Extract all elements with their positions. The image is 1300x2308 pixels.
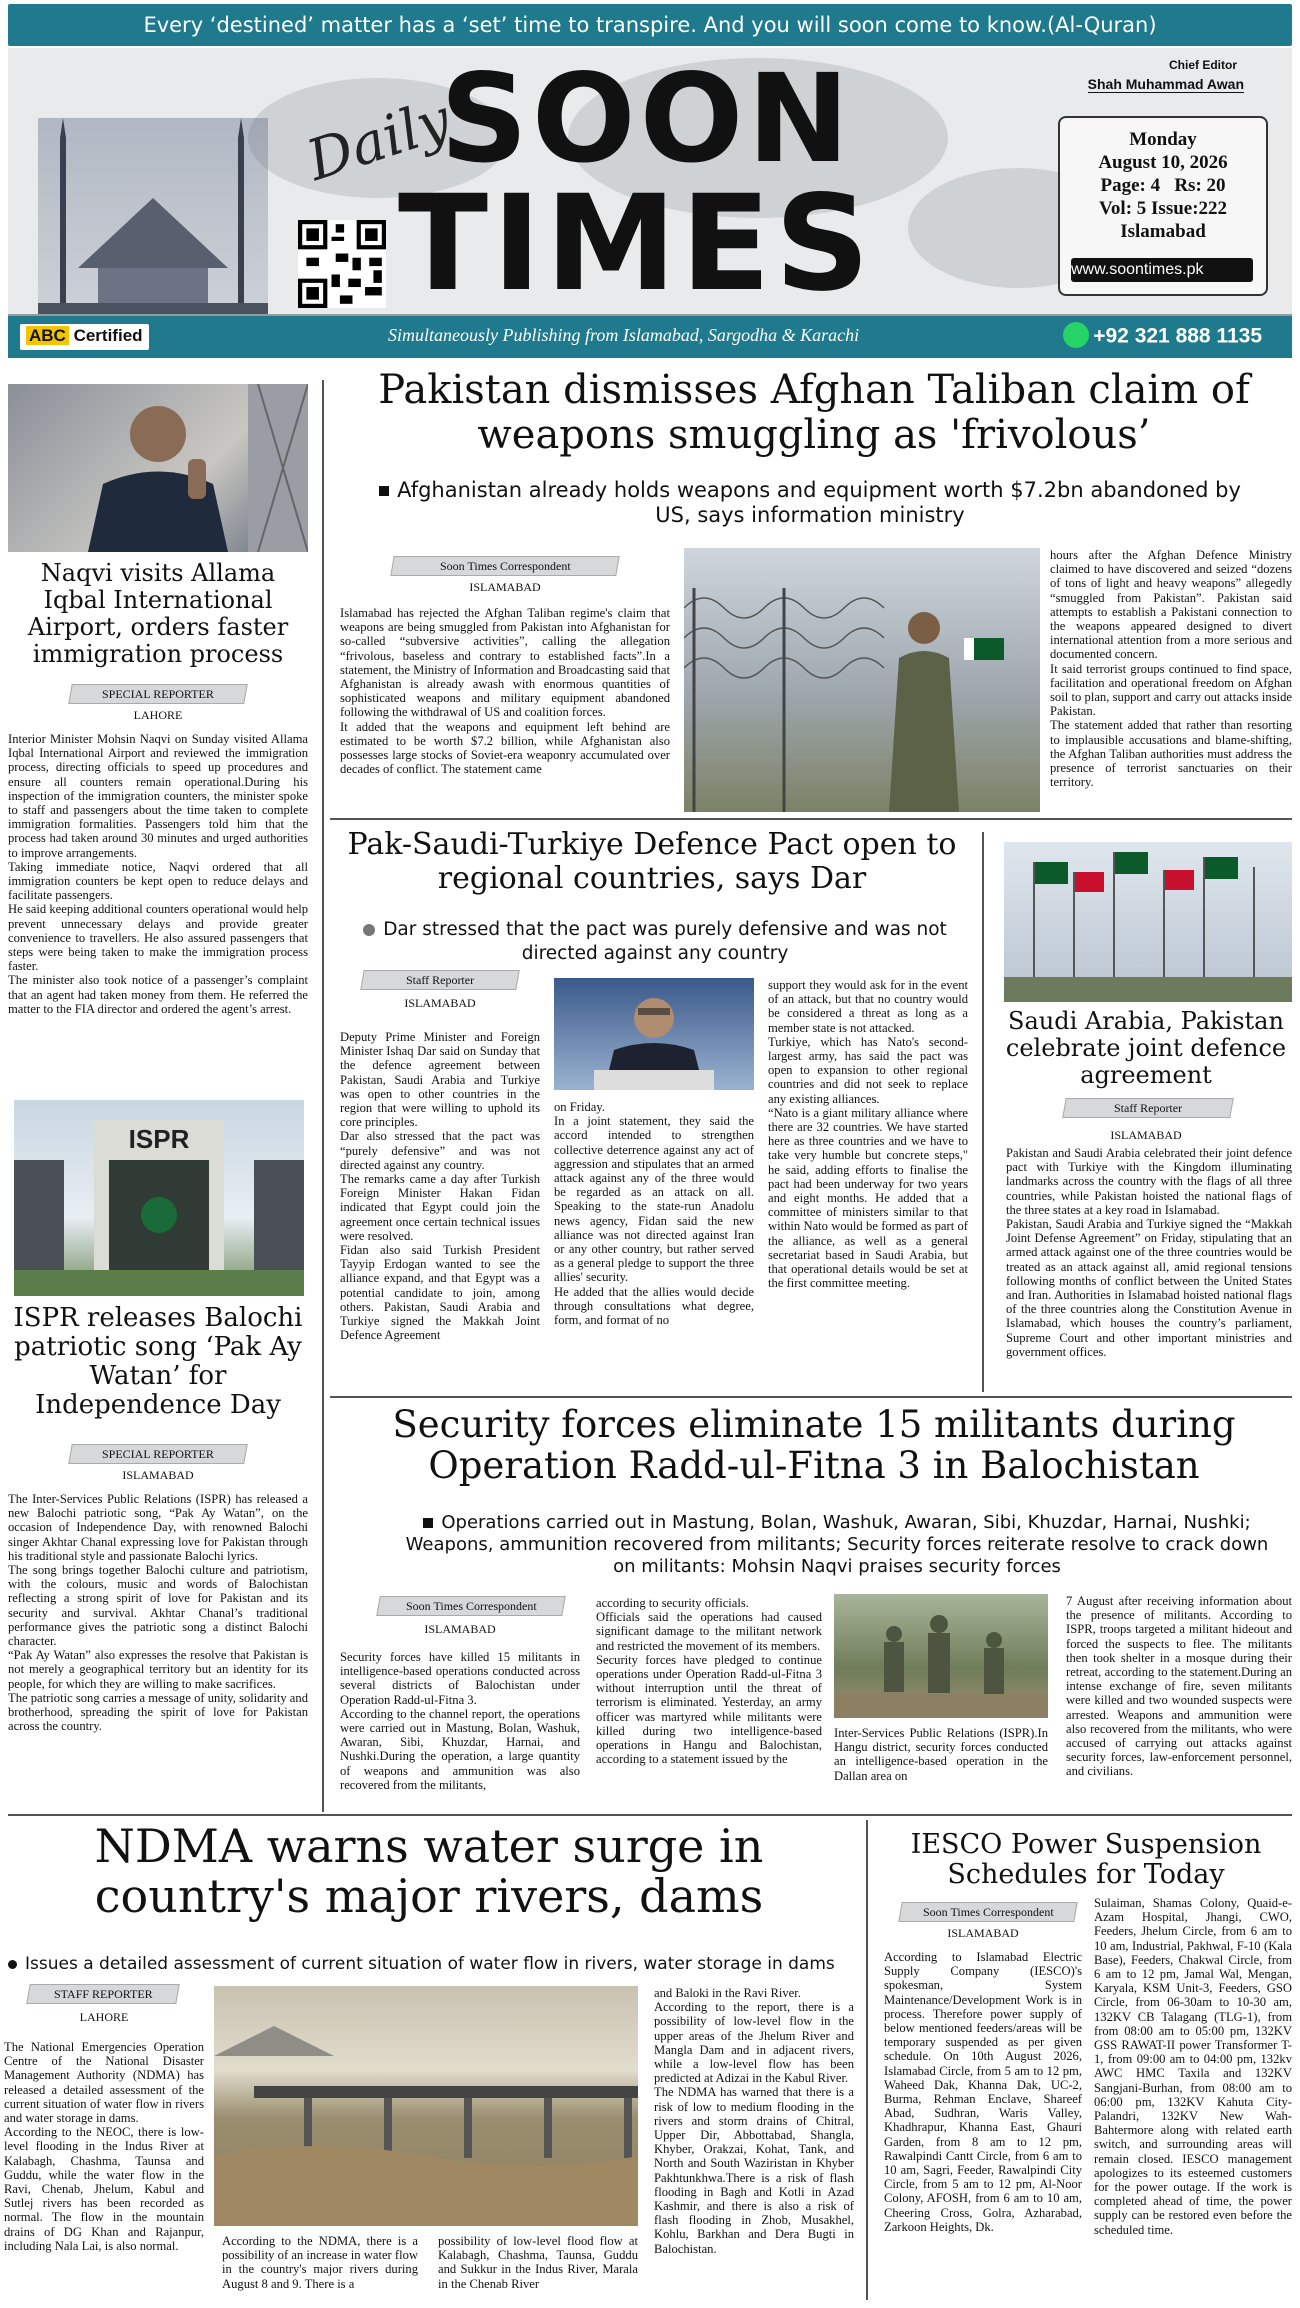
dar-photo (554, 978, 754, 1090)
paragraph: According to the channel report, the operations were carried out in Mastung, Bolan, Washuk, Awaran, Sibi, Khuzdar, Harnai, and Nushki.During the operation, a large quantity of weapons and ammunition was also recovered from the militants, (340, 1706, 580, 1792)
paragraph: The patriotic song carries a message of unity, solidarity and brotherhood, spreading the spirit of love for Pakistan across the country. (8, 1690, 308, 1734)
ispr-location: ISLAMABAD (122, 1468, 194, 1482)
paragraph: “Pak Ay Watan” also expresses the resolve that Pakistan is not merely a geographical territory but an identity for its people, for which they are willing to make sacrifices. (8, 1648, 308, 1691)
iesco-body-col1 (884, 1950, 1082, 2234)
security-body-col2 (596, 1596, 822, 1766)
paragraph: Turkiye, which has Nato's second-largest army, has said the pact was open to expansion to other regional countries and did not seek to replace any existing alliances. (768, 1034, 968, 1106)
paragraph: The Inter-Services Public Relations (ISPR) has released a new Balochi patriotic song, “Pak Ay Watan”, on the occasion of Independence Day, with renowned Balochi singer Akhtar Chanal expressing love for Pakistan through his traditional style and passionate Balochi lyrics. (8, 1492, 308, 1563)
paragraph: It added that the weapons and equipment left behind are estimated to be worth $7.2 billion, while Afghanistan also possesses large stocks of Soviet-era weaponry accumulated over decades of conflict. The statement came (340, 719, 670, 777)
faisal-mosque-icon (38, 118, 268, 316)
bullet-icon (423, 1518, 433, 1528)
pact-subhead: Dar stressed that the pact was purely defensive and was not directed against any country (360, 918, 950, 966)
abc-certified-badge (20, 324, 149, 350)
paragraph: on Friday. (554, 1100, 605, 1114)
issue-city: Islamabad (1120, 221, 1206, 242)
soldier-icon (684, 548, 1040, 812)
paragraph: according to security officials. (596, 1596, 749, 1610)
naqvi-body (8, 732, 308, 1016)
paragraph: Deputy Prime Minister and Foreign Minister Ishaq Dar said on Sunday that the defence agreement between Pakistan, Saudi Arabia and Turkiye was open to other countries in the region that were willing to uphold its core principles. (340, 1030, 540, 1130)
ndma-body-col4 (654, 1986, 854, 2256)
paragraph: Interior Minister Mohsin Naqvi on Sunday visited Allama Iqbal International Airport and reviewed the immigration process, directing officials to speed up procedures and ensure all counters remain operational.During his inspection of the immigration counters, the minister spoke to staff and passengers about the time taken to complete immigration formalities. Passengers told him that the process had taken around 30 minutes and urged authorities to improve arrangements. (8, 732, 308, 860)
ispr-headline: ISPR releases Balochi patriotic song ‘Pak Ay Watan’ for Independence Day (13, 1303, 303, 1421)
paragraph: and Baloki in the Ravi River. (654, 1986, 801, 2000)
chief-editor-name: Shah Muhammad Awan (1087, 76, 1244, 92)
chief-editor-label: Chief Editor (1169, 58, 1237, 72)
logo-soon: SOON (440, 48, 854, 190)
paragraph: possibility of low-level flood flow at Kalabagh, Chashma, Taunsa, Guddu and Sukkur in the Indus River, Marala in the Chenab River (438, 2234, 638, 2291)
section-divider (8, 1814, 1292, 1816)
publishing-cities: Simultaneously Publishing from Islamabad, Sargodha & Karachi (388, 325, 860, 345)
flags-icon (1004, 842, 1292, 1002)
paragraph: “Nato is a giant military alliance where there are 32 countries. We have started here as three countries and we have to take very humble but concrete steps," he said, adding efforts to finalise the pact had been underway for two years and eight months. He added that a committee of ministers similar to that within Nato would be formed as part of the alliance, as well as a general secretariat based in Saudi Arabia, but that operational details would be set at the first committee meeting. (768, 1105, 968, 1291)
lead-subhead: Afghanistan already holds weapons and equipment worth $7.2bn abandoned by US, says information ministry (360, 478, 1260, 528)
lead-body-col1 (340, 606, 670, 776)
pact-body-col1 (340, 1030, 540, 1342)
paragraph: The National Emergencies Operation Centre of the National Disaster Management Authority (NDMA) has released a detailed assessment of the current situation of water flow in rivers and water storage in dams. (4, 2040, 204, 2126)
paragraph: He said keeping additional counters operational would help prevent unnecessary delays and provide greater convenience to travellers. He also assured passengers that steps were being taken to make the immigration process faster. (8, 902, 308, 974)
pact-body-col2 (554, 1100, 754, 1327)
security-subhead: Operations carried out in Mastung, Bolan, Washuk, Awaran, Sibi, Khuzdar, Harnai, Nushki; Weapons, ammunition recovered from militants; Security forces reiterate resolve to crack down on militants: Mohsin Naqvi praises security forces (405, 1512, 1269, 1577)
lead-headline: Pakistan dismisses Afghan Taliban claim of weapons smuggling as 'frivolous’ (378, 367, 1250, 458)
whatsapp-icon (1063, 322, 1089, 348)
contact-phone[interactable] (1063, 324, 1262, 350)
saudi-body (1006, 1146, 1292, 1359)
column-divider (982, 832, 984, 1392)
logo-daily: Daily (299, 87, 459, 194)
lead-location: ISLAMABAD (469, 580, 541, 594)
paragraph: According to the NDMA, there is a possibility of an increase in water flow in the country's major rivers during August 8 and 9. There is a (222, 2234, 418, 2291)
pact-headline: Pak-Saudi-Turkiye Defence Pact open to regional countries, says Dar (347, 827, 957, 896)
saudi-byline: Staff Reporter (1062, 1098, 1234, 1118)
naqvi-headline: Naqvi visits Allama Iqbal International Airport, orders faster immigration process (27, 559, 289, 668)
border-fence-soldier-photo (684, 548, 1040, 812)
soldiers-icon (834, 1594, 1048, 1718)
issue-vol: Vol: 5 Issue:222 (1098, 198, 1228, 219)
ndma-body-col3 (438, 2234, 638, 2291)
ispr-building-photo (14, 1100, 304, 1296)
lead-byline: Soon Times Correspondent (390, 556, 620, 576)
paragraph: Inter-Services Public Relations (ISPR).In Hangu district, security forces conducted an intelligence-based operation in the Dallan area on (834, 1726, 1048, 1783)
paragraph: According to the report, there is a possibility of low-level flow in the upper areas of the Jhelum River and Mangla Dam and in adjacent rivers, while a low-level flow has been predicted at Adizai in the Kabul River. (654, 2000, 854, 2086)
issue-day: Monday (1129, 129, 1197, 150)
bullet-icon (8, 1960, 17, 1969)
ndma-body-col1 (4, 2040, 204, 2253)
qr-code-icon (298, 220, 386, 308)
security-body-col3 (834, 1726, 1048, 1783)
person-icon (554, 978, 754, 1090)
paragraph: support they would ask for in the event of an attack, but that no country would be considered a threat as long as a member state is not attacked. (768, 978, 968, 1035)
lead-body-col2 (1050, 548, 1292, 789)
paragraph: Dar also stressed that the pact was “purely defensive” and was not directed against any country. (340, 1129, 540, 1172)
abc-label: ABC (26, 326, 69, 345)
paragraph: The statement added that rather than resorting to implausible accusations and blame-shifting, the Afghan Taliban authorities must address the presence of terrorist sanctuaries on their territory. (1050, 718, 1292, 790)
column-divider (322, 380, 324, 1812)
paragraph: The remarks came a day after Turkish Foreign Minister Hakan Fidan indicated that Egypt could join the agreement once certain technical issues were resolved. (340, 1172, 540, 1243)
pact-body-col3 (768, 978, 968, 1290)
pact-location: ISLAMABAD (404, 996, 476, 1010)
paragraph: He added that the allies would decide through consultations what degree, form, and format of no (554, 1284, 754, 1328)
paragraph: The song brings together Balochi culture and patriotism, with the colours, music and words of Balochistan reflecting a strong spirit of love for Pakistan and its security and survival. Akhtar Chanal’s traditional performance gives the patriotic song a distinct Balochi character. (8, 1563, 308, 1649)
security-body-col4 (1066, 1594, 1292, 1779)
iesco-headline: IESCO Power Suspension Schedules for Today (910, 1829, 1262, 1891)
iesco-location: ISLAMABAD (947, 1926, 1019, 1940)
security-body-col1 (340, 1650, 580, 1792)
ndma-byline: STAFF REPORTER (26, 1984, 180, 2004)
certified-label: Certified (73, 326, 143, 345)
bridge-icon (214, 1986, 638, 2226)
paragraph: 7 August after receiving information about the presence of militants. According to ISPR, troops targeted a militant hideout and forced the suspects to flee. The militants then took shelter in a mosque during their retreat, according to the statement.During an intense exchange of fire, seven militants were killed and two wounded suspects were arrested. Weapons and ammunition were also recovered from the militants, who were accused of carrying out attacks against security forces, law-enforcement personnel, and civilians. (1066, 1594, 1292, 1779)
security-headline: Security forces eliminate 15 militants during Operation Radd-ul-Fitna 3 in Balochistan (392, 1403, 1236, 1488)
section-divider (330, 1396, 1292, 1398)
phone-number: +92 321 888 1135 (1093, 324, 1262, 348)
river-bridge-photo (214, 1986, 638, 2226)
ndma-headline: NDMA warns water surge in country's major rivers, dams (94, 1819, 764, 1923)
paragraph: According to Islamabad Electric Supply Company (IESCO)'s spokesman, System Maintenance/Development Work is in process. Therefore power supply of below mentioned feeders/areas will be temporary suspended as per given schedule. On 10th August 2026, Islamabad Circle, from 5 am to 12 pm, Waheed Dak, Khanna Dak, UC-2, Burma, Rehman Enclave, Shareef Abad, Sudhran, Waris Valley, Khadhrapur, Khanna East, Ghauri Garden, from 8 am to 12 pm, Rawalpindi Cantt Circle, from 6 am to 10 am, Sagri, Feeder, Rawalpindi City Circle, from 5 am to 12 pm, Al-Noor Colony, AFOSH, from 6 am to 10 am, Cheering Cross, Golra, Azharabad, Zarkoon Heights, Dk. (884, 1950, 1082, 2234)
paragraph: Taking immediate notice, Naqvi ordered that all immigration counters be kept open to reduce delays and facilitate passengers. (8, 859, 308, 903)
ndma-body-col2 (222, 2234, 418, 2291)
quran-quote: Every ‘destined’ matter has a ‘set’ time to transpire. And you will soon come to know.(Al-Quran) (143, 13, 1157, 37)
security-location: ISLAMABAD (424, 1622, 496, 1636)
logo-times: TIMES (398, 167, 874, 316)
ispr-body (8, 1492, 308, 1733)
ispr-byline: SPECIAL REPORTER (68, 1444, 248, 1464)
paragraph: Islamabad has rejected the Afghan Taliban regime's claim that weapons are being smuggled from Pakistan into Afghanistan for so-called “subversive activities”, calling the allegation “frivolous, baseless and contrary to established facts”.In a statement, the Ministry of Information and Broadcasting said that Afghanistan is already awash with enormous quantities of sophisticated weapons and military equipment abandoned following the withdrawal of US and coalition forces. (340, 606, 670, 720)
ndma-subhead: Issues a detailed assessment of current situation of water flow in rivers, water storage in dams (8, 1954, 850, 1974)
paragraph: It said terrorist groups continued to find space, facilitation and operational freedom on Afghan soil to plan, support and carry out attacks inside Pakistan. (1050, 661, 1292, 719)
paragraph: According to the NEOC, there is low-level flooding in the Indus River at Kalabagh, Chashma, Taunsa and Guddu, while the water flow in the Ravi, Chenab, Jhelum, Kabul and Sutlej rivers has been recorded as normal. The flow in the mountain drains of DG Khan and Rajanpur, including Nala Lai, is also normal. (4, 2125, 204, 2253)
person-icon (8, 384, 308, 552)
issue-page-price: Page: 4 Rs: 20 (1100, 175, 1226, 196)
bullet-icon (363, 924, 375, 936)
naqvi-location: LAHORE (133, 708, 183, 722)
publishing-bar (8, 316, 1292, 358)
paragraph: Security forces have pledged to continue operations under Operation Radd-ul-Fitna 3 without interruption until the threat of terrorism is eliminated. Yesterday, an army officer was martyred while militants were killed during two intelligence-based operations in Hangu and Balochistan, according to a statement issued by the (596, 1652, 822, 1767)
column-divider (866, 1820, 868, 2300)
paragraph: The NDMA has warned that there is a risk of low to medium flooding in the rivers and storm drains of Chitral, Upper Dir, Abbottabad, Shangla, Khyber, Orakzai, Kohat, Tank, and North and South Waziristan in Khyber Pakhtunkhwa.There is a risk of flash flooding in Bagh and Kotli in Azad Kashmir, and there is also a risk of flash flooding in Zhob, Musakhel, Kohlu, Barkhan and Dera Bugti in Balochistan. (654, 2085, 854, 2256)
iesco-byline: Soon Times Correspondent (898, 1902, 1078, 1922)
paragraph: Pakistan and Saudi Arabia celebrated their joint defence pact with Turkiye with the Kingdom illuminating landmarks across the country with the flags of all three countries, while Pakistan hoisted the national flags of the three states at a key road in Islamabad. (1006, 1146, 1292, 1217)
naqvi-photo (8, 384, 308, 552)
website-link[interactable]: www.soontimes.pk (1071, 258, 1253, 282)
paragraph: The minister also took notice of a passenger’s complaint that an agent had taken money from them. He referred the matter to the FIA director and ordered the agent’s arrest. (8, 973, 308, 1016)
paragraph: Security forces have killed 15 militants in intelligence-based operations conducted across several districts of Balochistan under Operation Radd-ul-Fitna 3. (340, 1650, 580, 1707)
ndma-location: LAHORE (79, 2010, 129, 2024)
paragraph: Sulaiman, Shamas Colony, Quaid-e-Azam Hospital, Jhangi, CWO, Feeders, Jhelum Circle, from 6 am to 10 am, Industrial, Pakhwal, F-10 (Kala Base), Feeders, Chakwal Circle, from 6 am to 12 pm, Jamal Wal, Mengan, Karyala, KSM Unit-3, Feeders, GSO Circle, from 06-30am to 10-30 am, 132KV CB Talagang (TLG-1), from from 08:00 am to 05:00 pm, 132KV GSS RAWAT-II power Transformer T-1, from 09:00 am to 04:00 pm, 132kv AWC HMC Taxila and 132KV Sangjani-Burhan, from 08:00 am to 06:00 pm, 132KV Kahuta City-Palandri, 132KV New Wah-Bahtermore along with related earth switch, and surrounding areas will remain closed. IESCO management apologizes to its esteemed customers for the power outage. If the work is completed ahead of time, the power supply can be restored even before the scheduled time. (1094, 1896, 1292, 2237)
paragraph: In a joint statement, they said the accord intended to strengthen collective deterrence against any act of aggression and stipulates that an armed attack against any of the three would be regarded as an attack on all. Speaking to the state-run Anadolu news agency, Fidan said the new alliance was not directed against Iran or any other country, but rather served as a general pledge to support the three allies' security. (554, 1114, 754, 1285)
paragraph: hours after the Afghan Defence Ministry claimed to have discovered and seized “dozens of tons of light and heavy weapons” allegedly “smuggled from Pakistan”. Pakistan said attempts to establish a Pakistani connection to the weapons appeared designed to divert international attention from a more serious and documented concern. (1050, 548, 1292, 662)
quran-quote-banner (8, 4, 1292, 46)
security-byline: Soon Times Correspondent (376, 1596, 566, 1616)
saudi-headline: Saudi Arabia, Pakistan celebrate joint defence agreement (1005, 1007, 1287, 1089)
masthead (8, 48, 1292, 316)
security-forces-photo (834, 1594, 1048, 1718)
naqvi-byline: SPECIAL REPORTER (68, 684, 248, 704)
saudi-location: ISLAMABAD (1110, 1128, 1182, 1142)
ispr-sign: ISPR (128, 1124, 190, 1154)
pact-byline: Staff Reporter (360, 970, 520, 990)
flags-photo (1004, 842, 1292, 1002)
issue-date: August 10, 2026 (1098, 152, 1228, 173)
bullet-icon (379, 486, 389, 496)
paragraph: Officials said the operations had caused significant damage to the militant network and restricted the movement of its members. (596, 1610, 822, 1653)
iesco-body-col2 (1094, 1896, 1292, 2237)
paragraph: Fidan also said Turkish President Tayyip Erdogan wanted to see the alliance expand, and that Egypt was a potential candidate to join, among others. Pakistan, Saudi Arabia and Turkiye signed the Makkah Joint Defence Agreement (340, 1243, 540, 1343)
paragraph: Pakistan, Saudi Arabia and Turkiye signed the “Makkah Joint Defense Agreement” on Friday, stipulating that an armed attack against one of the three countries would be treated as an attack against all, amid regional tensions following months of conflict between the United States and Iran. Authorities in Islamabad hoisted national flags of the three countries along the Constitution Avenue in Islamabad, which houses the country’s parliament, Supreme Court and other important ministries and government offices. (1006, 1217, 1292, 1359)
section-divider (330, 818, 1292, 820)
